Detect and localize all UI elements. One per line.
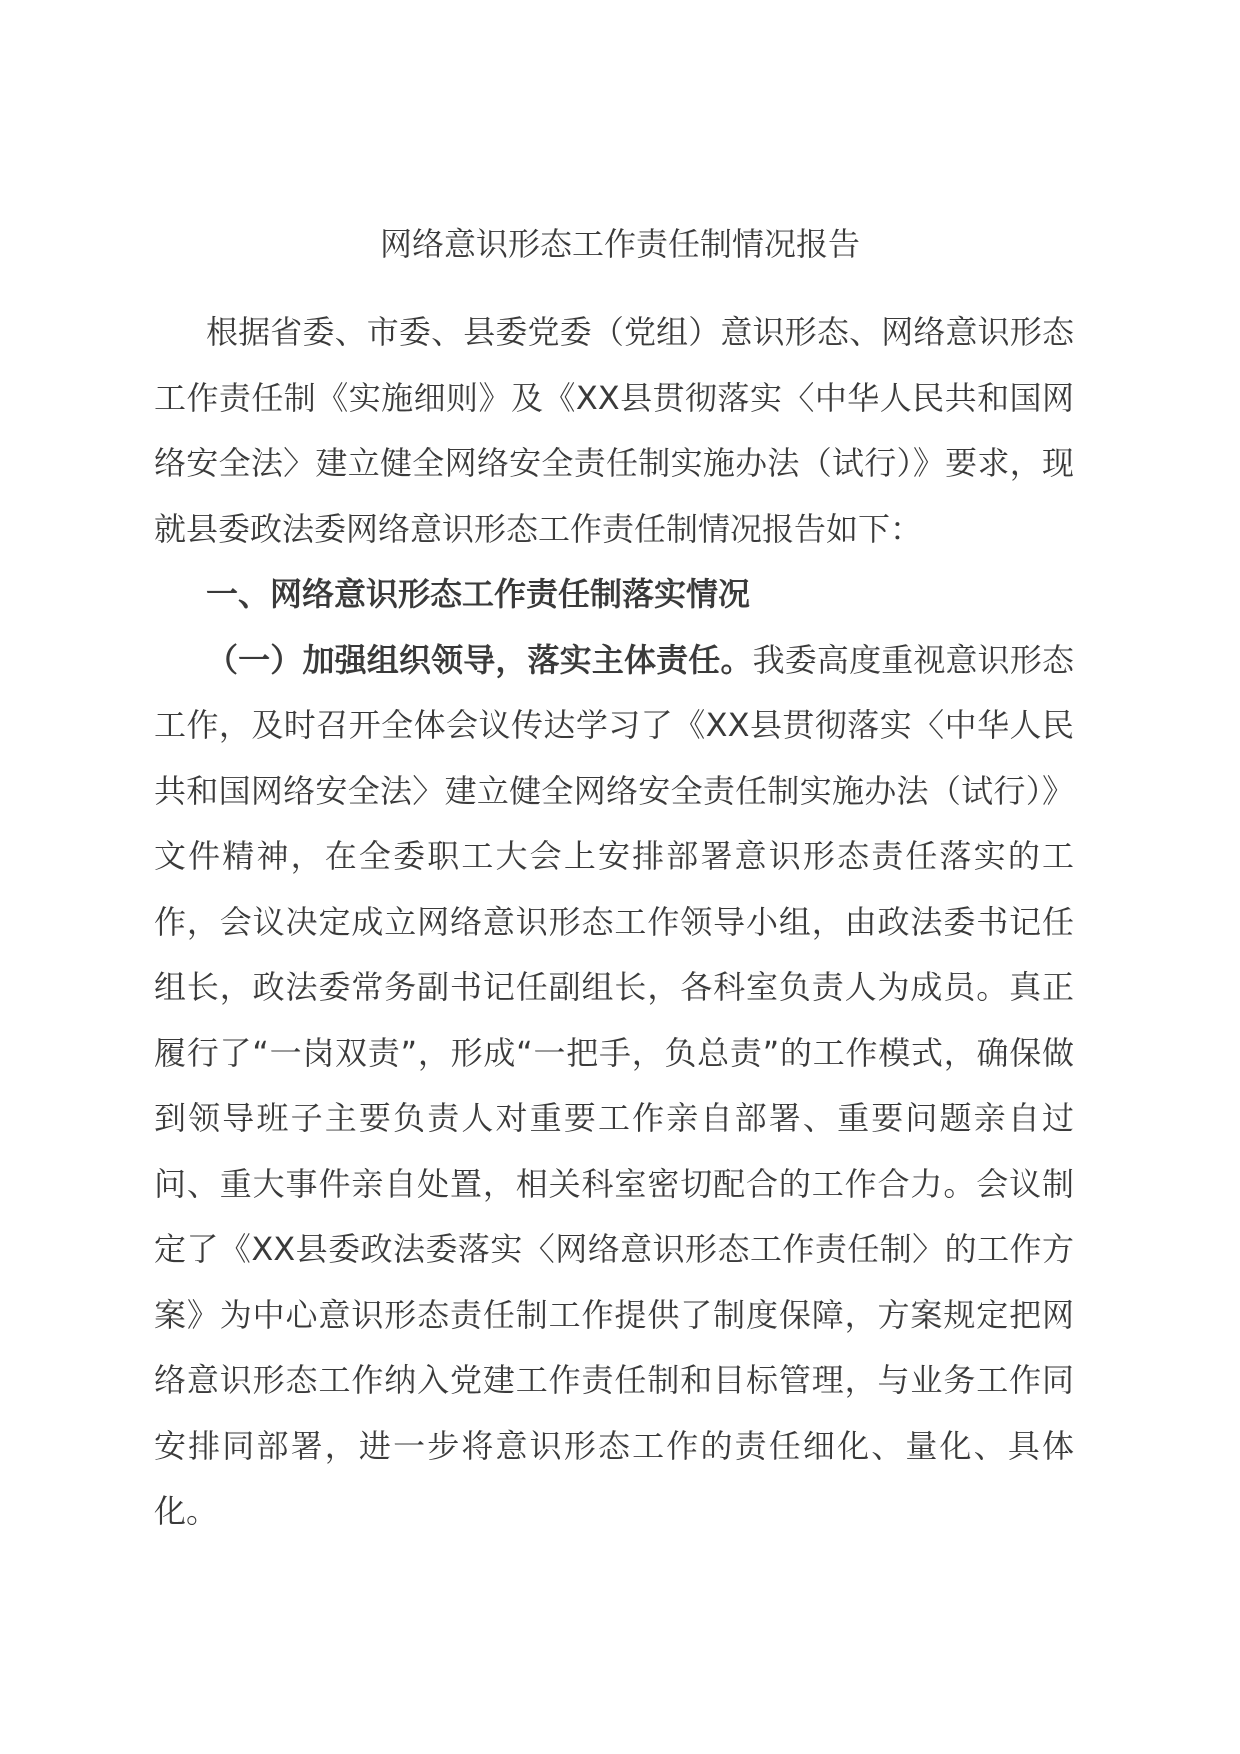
item-body-1: 我委高度重视意识形态工作，及时召开全体会议传达学习了《XX县贯彻落实〈中华人民共和国网络安全法〉建立健全网络安全责任制实施办法（试行）》文件精神，在全委职工大会上安排部署意识形态责任落实的工作，会议决定成立网络意识形态工作领导小组，由政法委书记任组长，政法委常务副书记任副组长，各科室负责人为成员。真正履行了“一岗双责”，形成“一把手，负总责”的工作模式，确保做到领导班子主要负责人对重要工作亲自部署、重要问题亲自过问、重大事件亲自处置，相关科室密切配合的工作合力。会议制定了《XX县委政法委落实〈网络意识形态工作责任制〉的工作方案》为中心意识形态责任制工作提供了制度保障，方案规定把网络意识形态工作纳入党建工作责任制和目标管理，与业务工作同安排同部署，进一步将意识形态工作的责任细化、量化、具体化。 (154, 640, 1074, 1530)
intro-paragraph: 根据省委、市委、县委党委（党组）意识形态、网络意识形态工作责任制《实施细则》及《XX县贯彻落实〈中华人民共和国网络安全法〉建立健全网络安全责任制实施办法（试行）》要求，现就县委政法委网络意识形态工作责任制情况报告如下： (154, 313, 1074, 548)
item-lead-1: （一）加强组织领导，落实主体责任。 (206, 640, 753, 679)
document-body (154, 300, 1074, 1545)
section-heading-1: 一、网络意识形态工作责任制落实情况 (206, 575, 751, 613)
document-title: 网络意识形态工作责任制情况报告 (379, 225, 860, 263)
item-paragraph-1 (154, 628, 1074, 1545)
